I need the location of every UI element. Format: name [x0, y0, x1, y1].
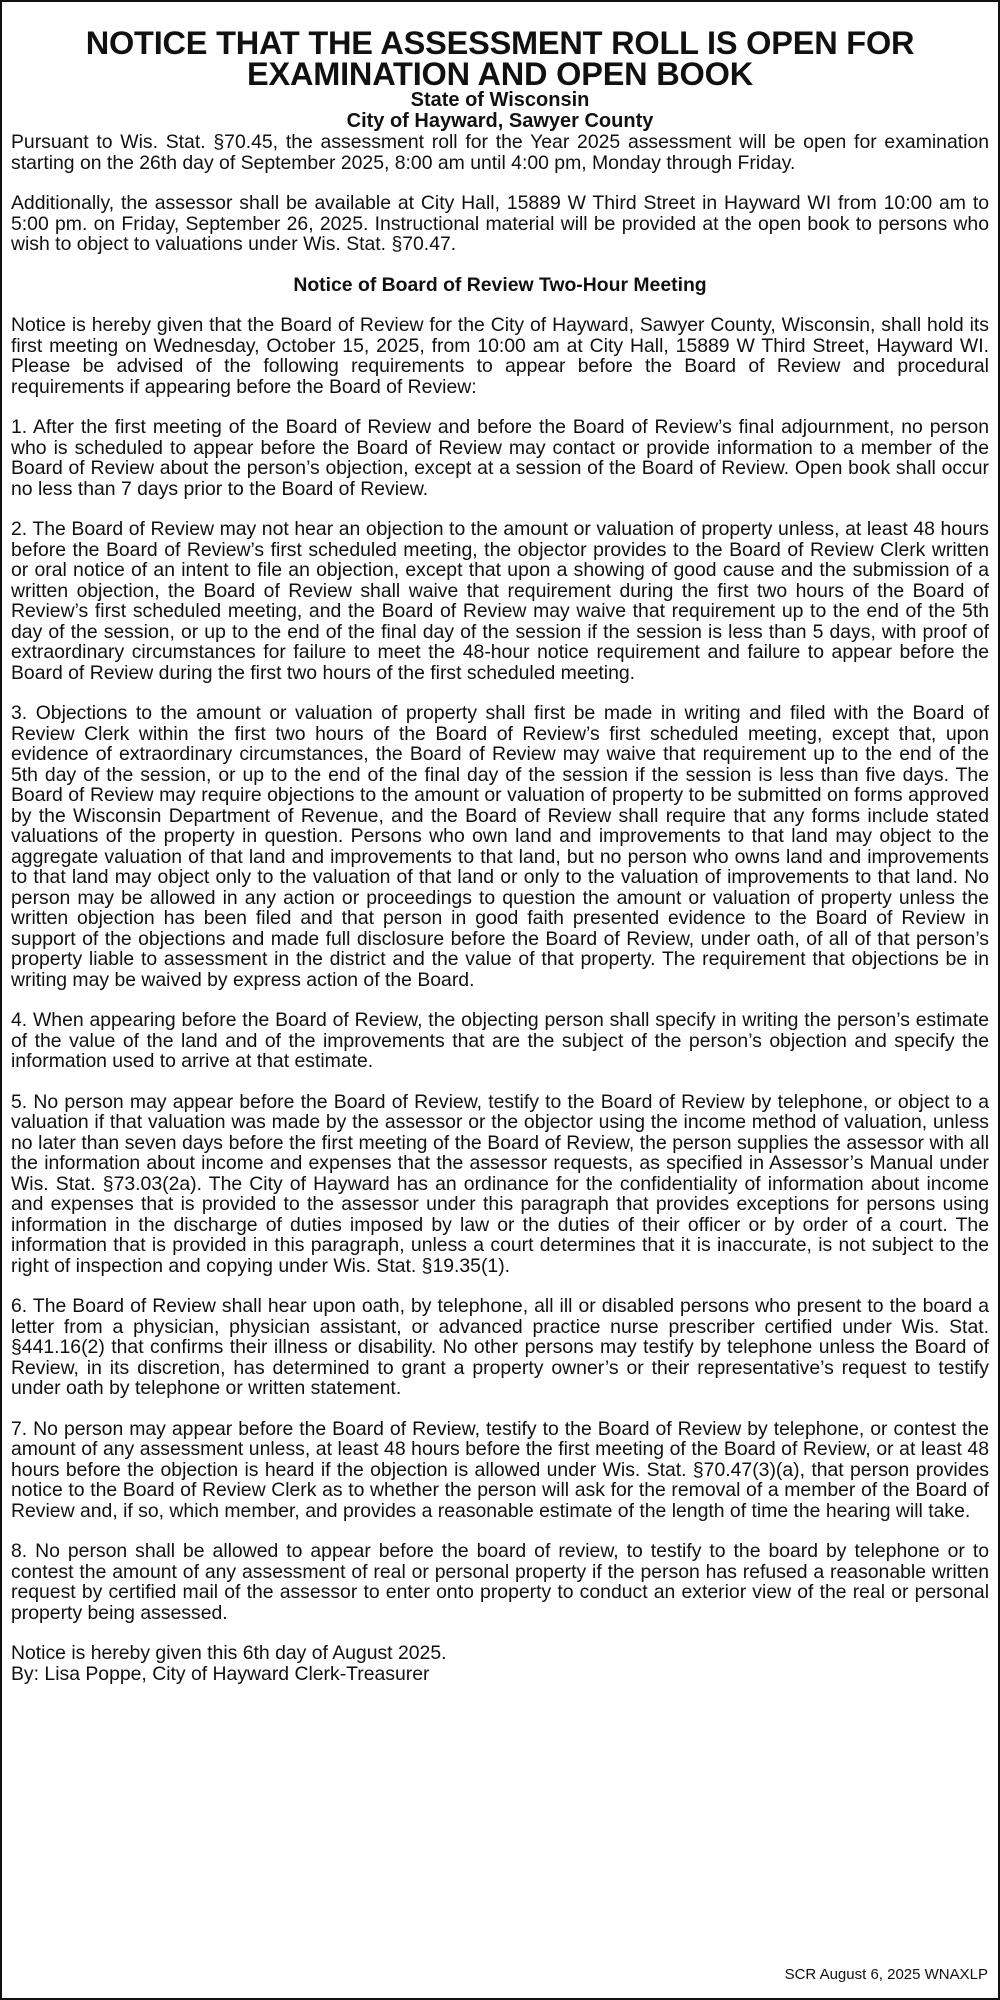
requirement-item: 2. The Board of Review may not hear an objection to the amount or valuation of property unless, at least 48 hours before the Board of Review’s first scheduled meeting, the objector provides to the Board of Review Clerk written or oral notice of an intent to file an objection, except that upon a showing of good cause and the submission of a written objection, the Board of Review shall waive that requirement during the first two hours of the Board of Review’s first scheduled meeting, and the Board of Review may waive that requirement up to the end of the 5th day of the session, or up to the end of the final day of the session if the session is less than 5 days, with proof of extraordinary circumstances for failure to meet the 48-hour notice requirement and failure to appear before the Board of Review during the first two hours of the first scheduled meeting.	[11, 518, 989, 684]
requirement-item: 4. When appearing before the Board of Review, the objecting person shall specify in writing the person’s estimate of the value of the land and of the improvements that are the subject of the person’s objection and specify the information used to arrive at that estimate.	[11, 1009, 989, 1072]
notice-title	[11, 25, 989, 92]
board-of-review-intro: Notice is hereby given that the Board of Review for the City of Hayward, Sawyer County, Wisconsin, shall hold its first meeting on Wednesday, October 15, 2025, from 10:00 am at City Hall, 15889 W Third Street, Hayward WI. Please be advised of the following requirements to appear before the Board of Review and procedural requirements if appearing before the Board of Review:	[11, 314, 989, 398]
requirement-item: 8. No person shall be allowed to appear before the board of review, to testify to the board by telephone or to contest the amount of any assessment of real or personal property if the person has refused a reasonable written request by certified mail of the assessor to enter onto property to conduct an exterior view of the real or personal property being assessed.	[11, 1540, 989, 1624]
signature-line: By: Lisa Poppe, City of Hayward Clerk-Treasurer	[11, 1662, 430, 1685]
requirement-item: 3. Objections to the amount or valuation of property shall first be made in writing and filed with the Board of Review Clerk within the first two hours of the Board of Review’s first scheduled meeting, except that, upon evidence of extraordinary circumstances, the Board of Review may waive that requirement up to the end of the 5th day of the session, or up to the end of the final day of the session if the session is less than five days. The Board of Review may require objections to the amount or valuation of property to be submitted on forms approved by the Wisconsin Department of Revenue, and the Board of Review shall require that any forms include stated valuations of the property in question. Persons who own land and improvements to that land may object to the aggregate valuation of that land and improvements to that land, but no person who owns land and improvements to that land may object only to the valuation of that land or only to the valuation of improvements to that land. No person may be allowed in any action or proceedings to question the amount or valuation of property unless the written objection has been filed and that person in good faith presented evidence to the Board of Review in support of the objections and made full disclosure before the Board of Review, under oath, of all of that person’s property liable to assessment in the district and the value of that property. The requirement that objections be in writing may be waived by express action of the Board.	[11, 702, 989, 991]
requirement-item: 6. The Board of Review shall hear upon oath, by telephone, all ill or disabled persons who present to the board a letter from a physician, physician assistant, or advanced practice nurse prescriber certified under Wis. Stat. §441.16(2) that confirms their illness or disability. No other persons may testify by telephone unless the Board of Review, in its discretion, has determined to grant a property owner’s or their representative’s request to testify under oath by telephone or written statement.	[11, 1295, 989, 1399]
city-line: City of Hayward, Sawyer County	[346, 110, 654, 132]
requirement-item: 7. No person may appear before the Board of Review, testify to the Board of Review by telephone, or contest the amount of any assessment unless, at least 48 hours before the first meeting of the Board of Review, or at least 48 hours before the objection is heard if the objection is allowed under Wis. Stat. §70.47(3)(a), that person provides notice to the Board of Review Clerk as to whether the person will ask for the removal of a member of the Board of Review and, if so, which member, and provides a reasonable estimate of the length of time the hearing will take.	[11, 1417, 989, 1522]
title-line-1: NOTICE THAT THE ASSESSMENT ROLL IS OPEN FOR	[85, 25, 915, 61]
requirement-item: 5. No person may appear before the Board of Review, testify to the Board of Review by telephone, or object to a valuation if that valuation was made by the assessor or the objector using the income method of valuation, unless no later than seven days before the first meeting of the Board of Review, the person supplies the assessor with all the information about income and expenses that the assessor requests, as specified in Assessor’s Manual under Wis. Stat. §73.03(2a). The City of Hayward has an ordinance for the confidentiality of information about income and expenses that is provided to the assessor under this paragraph that provides exceptions for persons using information in the discharge of duties imposed by law or the duties of their officer or by order of a court. The information that is provided in this paragraph, unless a court determines that it is inaccurate, is not subject to the right of inspection and copying under Wis. Stat. §19.35(1).	[11, 1090, 989, 1277]
intro-paragraph: Pursuant to Wis. Stat. §70.45, the assessment roll for the Year 2025 assessment will be open for examination starting on the 26th day of September 2025, 8:00 am until 4:00 pm, Monday through Friday.	[11, 131, 989, 174]
publication-footer: SCR August 6, 2025 WNAXLP	[784, 1966, 988, 1983]
state-line: State of Wisconsin	[410, 89, 590, 111]
board-of-review-heading: Notice of Board of Review Two-Hour Meeting	[293, 273, 707, 296]
title-line-2: EXAMINATION AND OPEN BOOK	[247, 56, 753, 92]
notice-date-line: Notice is hereby given this 6th day of August 2025.	[11, 1642, 447, 1664]
assessor-availability-paragraph: Additionally, the assessor shall be available at City Hall, 15889 W Third Street in Hayward WI from 10:00 am to 5:00 pm. on Friday, September 26, 2025. Instructional material will be provided at the open book to persons who wish to object to valuations under Wis. Stat. §70.47.	[11, 192, 989, 255]
requirement-item: 1. After the first meeting of the Board of Review and before the Board of Review’s final adjournment, no person who is scheduled to appear before the Board of Review may contact or provide information to a member of the Board of Review about the person’s objection, except at a session of the Board of Review. Open book shall occur no less than 7 days prior to the Board of Review.	[11, 416, 989, 500]
